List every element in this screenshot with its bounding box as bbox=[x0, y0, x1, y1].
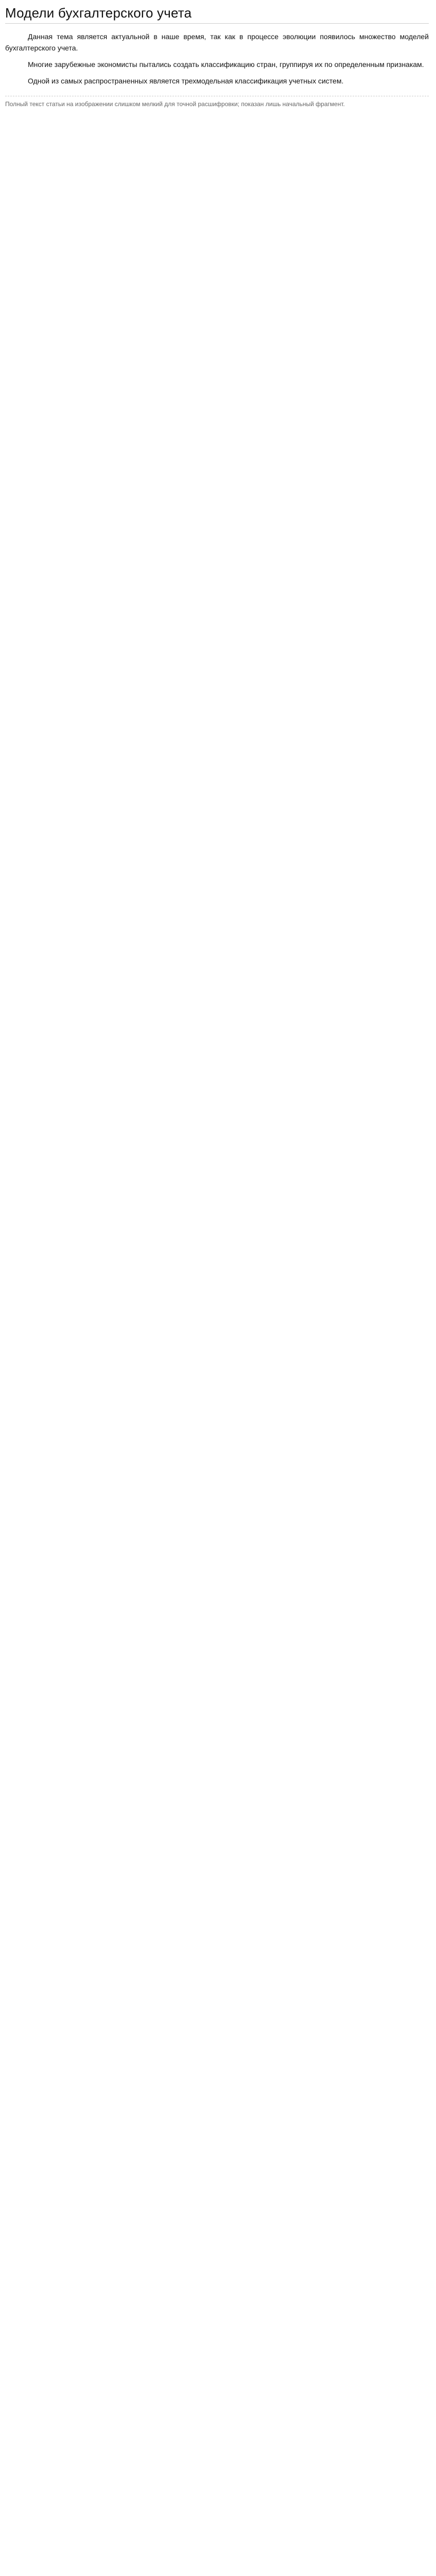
page bbox=[0, 0, 436, 118]
page-title: Модели бухгалтерского учета bbox=[5, 5, 429, 24]
paragraph: Данная тема является актуальной в наше время, так как в процессе эволюции появилось множество моделей бухгалтерского учета. bbox=[5, 32, 429, 52]
article-body bbox=[5, 31, 429, 87]
paragraph: Одной из самых распространенных является трехмодельная классификация учетных систем. bbox=[28, 77, 344, 85]
paragraph: Многие зарубежные экономисты пытались создать классификацию стран, группируя их по определенным признакам. bbox=[28, 60, 424, 69]
transcription-note: Полный текст статьи на изображении слишком мелкий для точной расшифровки; показан лишь начальный фрагмент. bbox=[5, 96, 429, 108]
